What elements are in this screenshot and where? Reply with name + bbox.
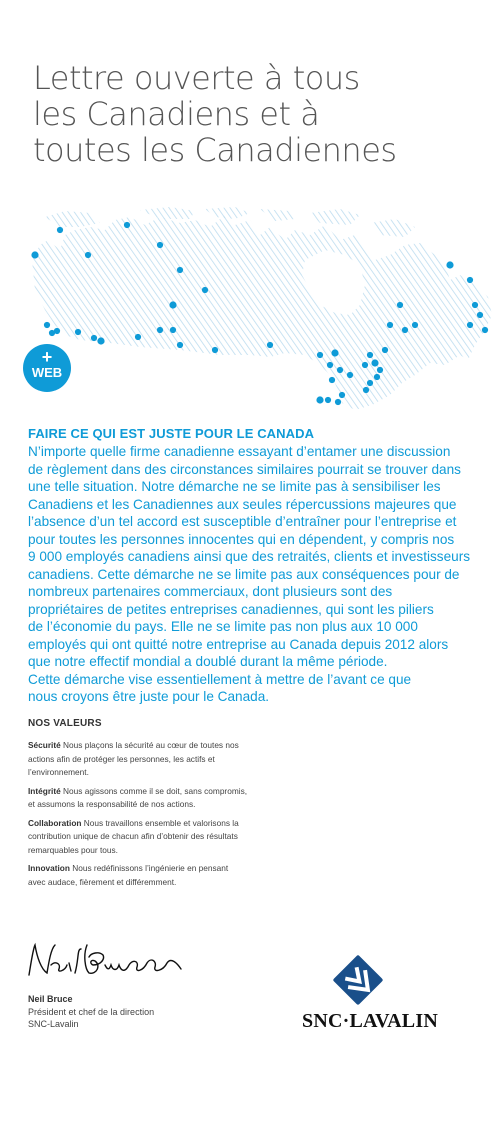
title-line-1: Lettre ouverte à tous: [33, 59, 360, 97]
body-line: nombreux partenaires commerciaux, dont plusieurs sont des: [28, 584, 393, 599]
body-paragraph: [28, 443, 473, 706]
office-location-dot: [317, 352, 323, 358]
value-name: Sécurité: [28, 740, 61, 750]
signature-graphic: [25, 935, 185, 985]
office-location-dot: [374, 374, 380, 380]
page-title: [33, 60, 473, 168]
office-location-dot: [177, 267, 183, 273]
values-section: [28, 718, 298, 894]
body-line: que notre effectif mondial a doublé durant la même période.: [28, 654, 388, 669]
plus-icon: +: [41, 347, 53, 367]
body-line: l’absence d’un tel accord est susceptible d’entraîner pour l’entreprise et: [28, 514, 457, 529]
office-location-dot: [75, 329, 81, 335]
office-location-dot: [177, 342, 183, 348]
body-line: N’importe quelle firme canadienne essayant d’entamer une discussion: [28, 444, 451, 459]
office-location-dot: [135, 334, 141, 340]
section-heading: FAIRE CE QUI EST JUSTE POUR LE CANADA: [28, 426, 315, 441]
title-line-2: les Canadiens et à: [33, 95, 320, 133]
office-location-dot: [212, 347, 218, 353]
office-location-dot: [339, 392, 345, 398]
handwritten-signature: [25, 935, 185, 990]
body-line: Canadiens et les Canadiennes aux seules répercussions majeures que: [28, 496, 457, 512]
values-heading: NOS VALEURS: [28, 718, 102, 729]
office-location-dot: [412, 322, 418, 328]
company-logo-text: SNC·LAVALIN: [302, 1010, 438, 1032]
office-location-dot: [367, 380, 373, 386]
office-location-dot: [169, 301, 176, 308]
value-safety: [28, 739, 298, 780]
body-line: employés qui ont quitté notre entreprise au Canada depuis 2012 alors: [28, 636, 449, 652]
body-line: nous croyons être juste pour le Canada.: [28, 689, 270, 704]
value-line: [28, 785, 298, 799]
body-line: propriétaires de petites entreprises canadiennes, qui sont les piliers: [28, 601, 434, 617]
value-name: Intégrité: [28, 785, 61, 796]
office-location-dot: [335, 399, 341, 405]
signer-name: Neil Bruce: [28, 994, 73, 1004]
body-line: de l’économie du pays. Elle ne se limite pas non plus aux 10 000: [28, 619, 418, 634]
office-location-dot: [57, 227, 63, 233]
office-location-dot: [85, 252, 91, 258]
value-line: avec audace, fièrement et différemment.: [28, 876, 177, 887]
canada-map-graphic: [20, 205, 495, 420]
office-location-dot: [382, 347, 388, 353]
value-line: [28, 739, 298, 753]
value-name: Collaboration: [28, 817, 82, 828]
office-location-dot: [54, 328, 60, 334]
office-location-dot: [467, 277, 473, 283]
office-location-dot: [337, 367, 343, 373]
web-badge-label: WEB: [31, 365, 63, 380]
office-location-dot: [329, 377, 335, 383]
office-location-dot: [363, 387, 369, 393]
office-location-dot: [371, 359, 378, 366]
office-location-dot: [325, 397, 331, 403]
office-location-dot: [397, 302, 403, 308]
value-text: Nous travaillons ensemble et valorisons la: [81, 817, 239, 828]
office-location-dot: [377, 367, 383, 373]
office-location-dot: [477, 312, 483, 318]
office-location-dot: [472, 302, 478, 308]
body-line: canadiens. Cette démarche ne se limite pas aux conséquences pour de: [28, 566, 460, 582]
office-location-dot: [327, 362, 333, 368]
office-location-dot: [267, 342, 273, 348]
office-location-dot: [202, 287, 208, 293]
body-line: 9 000 employés canadiens ainsi que des retraités, clients et investisseurs: [28, 549, 471, 564]
canada-map: [20, 205, 495, 420]
value-integrity: [28, 785, 298, 812]
office-location-dot: [446, 261, 453, 268]
value-collaboration: [28, 817, 298, 858]
office-location-dot: [170, 327, 176, 333]
office-location-dot: [91, 335, 97, 341]
value-text: Nous agissons comme il se doit, sans compromis,: [60, 785, 248, 796]
value-name: Innovation: [28, 863, 70, 873]
map-mainland: [32, 215, 492, 410]
value-text: Nous redéfinissons l’ingénierie en pensant: [69, 863, 229, 873]
office-location-dot: [31, 251, 38, 258]
value-line: remarquables pour tous.: [28, 844, 118, 855]
value-line: actions afin de protéger les personnes, les actifs et: [28, 753, 215, 764]
signer-block: [28, 993, 154, 1031]
office-location-dot: [157, 242, 163, 248]
body-line: Cette démarche vise essentiellement à mettre de l’avant ce que: [28, 671, 412, 687]
office-location-dot: [387, 322, 393, 328]
value-line: contribution unique de chacun afin d’obtenir des résultats: [28, 831, 238, 841]
office-location-dot: [467, 322, 473, 328]
title-line-3: toutes les Canadiennes: [33, 131, 397, 169]
value-line: l’environnement.: [28, 767, 89, 777]
value-line: [28, 817, 298, 831]
office-location-dot: [362, 362, 368, 368]
office-location-dot: [316, 396, 323, 403]
office-location-dot: [402, 327, 408, 333]
office-location-dot: [347, 372, 353, 378]
office-location-dot: [367, 352, 373, 358]
office-location-dot: [97, 337, 104, 344]
office-location-dot: [331, 349, 338, 356]
body-line: pour toutes les personnes innocentes qui en dépendent, y compris nos: [28, 531, 455, 547]
office-location-dot: [482, 327, 488, 333]
value-innovation: [28, 862, 298, 889]
office-location-dot: [44, 322, 50, 328]
value-text: Nous plaçons la sécurité au cœur de toutes nos: [60, 740, 239, 750]
body-line: de règlement dans des circonstances similaires pourrait se trouver dans: [28, 461, 461, 477]
signer-company: SNC-Lavalin: [28, 1019, 79, 1029]
value-line: et assumons la responsabilité de nos actions.: [28, 799, 196, 809]
office-location-dot: [124, 222, 130, 228]
web-badge[interactable]: [23, 344, 71, 392]
signer-role: Président et chef de la direction: [28, 1006, 155, 1017]
snc-lavalin-logo-icon: [330, 952, 386, 1013]
body-line: une telle situation. Notre démarche ne se limite pas à sensibiliser les: [28, 479, 441, 494]
value-line: [28, 862, 298, 876]
office-location-dot: [157, 327, 163, 333]
